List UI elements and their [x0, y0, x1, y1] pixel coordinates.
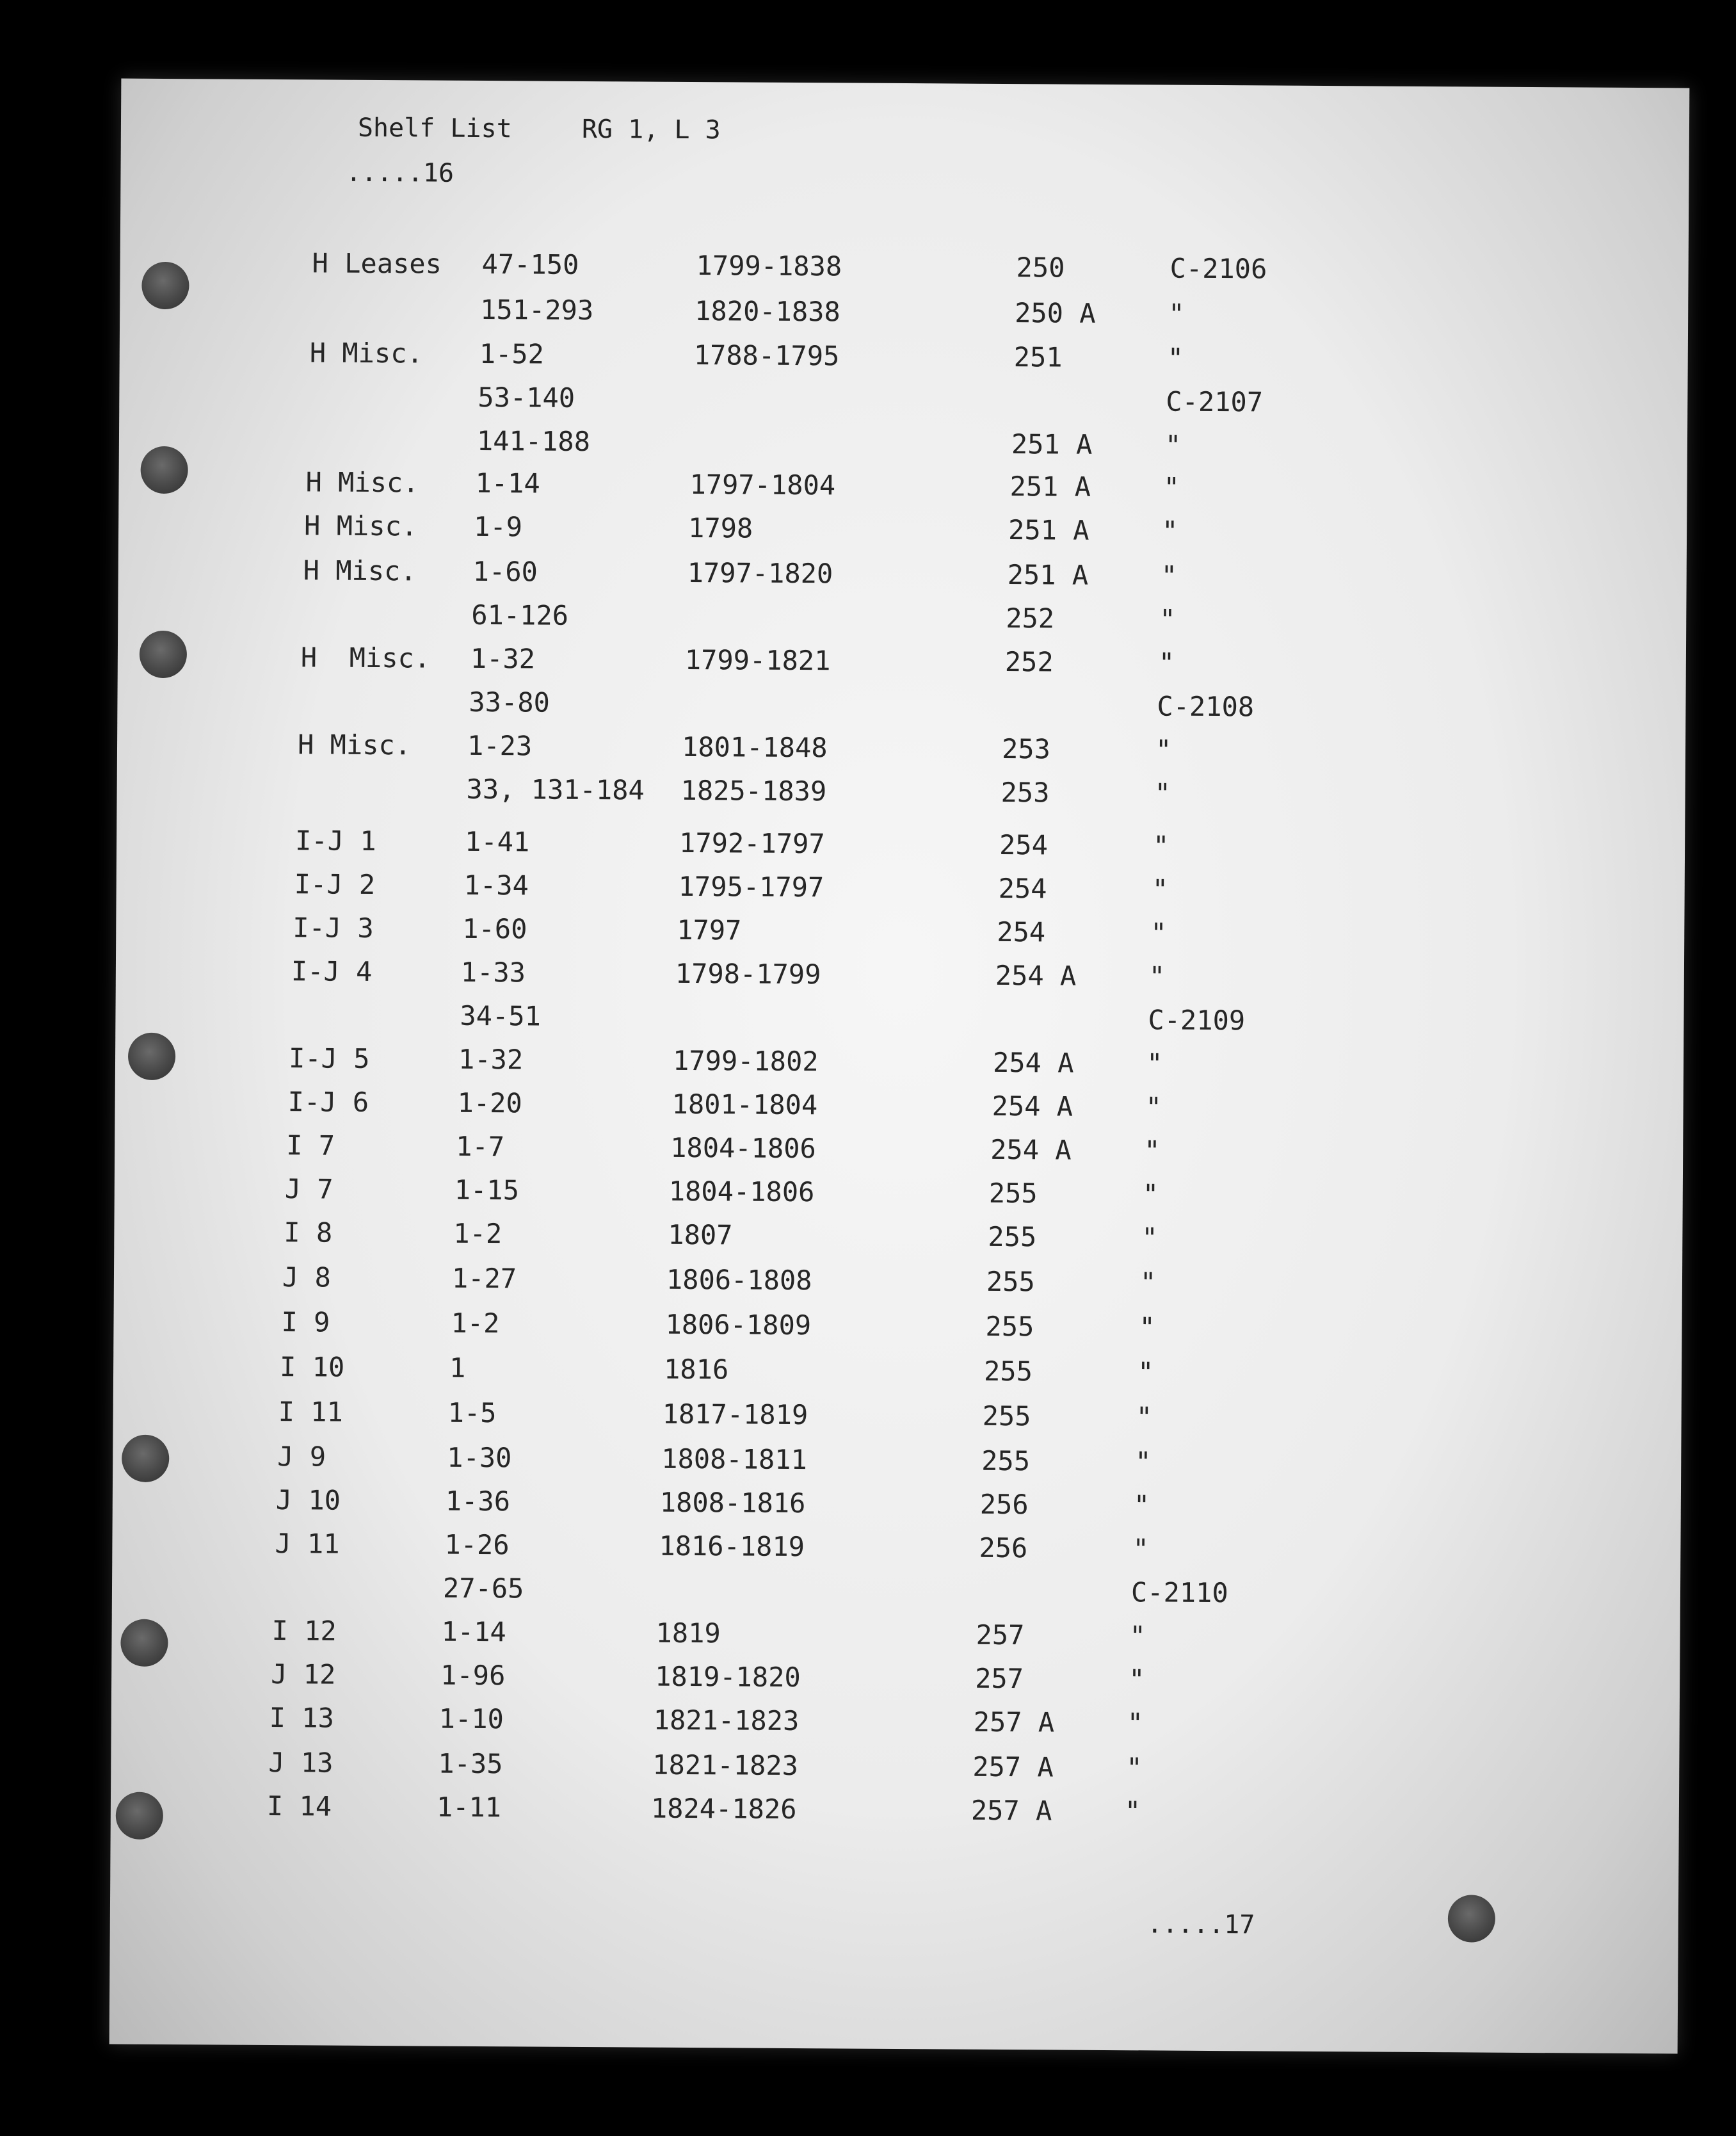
row-box: 255 [983, 1355, 1033, 1388]
table-row [117, 772, 1685, 825]
row-ref: " [1148, 960, 1166, 992]
row-ref: " [1161, 515, 1178, 547]
row-range: 1-14 [441, 1615, 506, 1648]
row-ref: " [1136, 1401, 1153, 1433]
row-range: 47-150 [481, 248, 579, 280]
row-years: 1808-1811 [661, 1443, 807, 1476]
row-ref: " [1167, 342, 1184, 374]
row-ref: " [1126, 1752, 1143, 1784]
row-box: 257 [976, 1619, 1025, 1651]
row-box: 255 [988, 1220, 1037, 1253]
row-range: 1-5 [447, 1396, 497, 1429]
row-years: 1806-1808 [666, 1263, 812, 1297]
row-ref: " [1132, 1533, 1149, 1565]
row-range: 151-293 [480, 293, 594, 327]
row-label: I-J 3 [293, 912, 374, 944]
row-years: 1816 [663, 1353, 729, 1386]
row-ref: " [1124, 1795, 1141, 1827]
row-label: J 12 [271, 1658, 336, 1690]
row-years: 1797-1820 [687, 556, 833, 590]
row-ref: " [1150, 917, 1167, 949]
row-box: 254 [997, 916, 1046, 948]
shelf-list-title: Shelf List [357, 113, 512, 144]
row-box: 255 [988, 1177, 1038, 1210]
row-years: 1797-1804 [689, 468, 836, 501]
row-years: 1792-1797 [679, 827, 825, 860]
punch-hole [1448, 1895, 1495, 1942]
row-range: 1 [449, 1352, 466, 1384]
row-label: I 11 [278, 1396, 343, 1428]
row-years: 1801-1848 [681, 731, 828, 764]
row-box: 251 A [1008, 514, 1089, 546]
continued-from: .....16 [346, 158, 454, 188]
row-years: 1820-1838 [695, 295, 840, 328]
row-ref: " [1164, 429, 1182, 461]
row-range: 53-140 [478, 381, 575, 414]
row-ref: " [1129, 1620, 1146, 1652]
row-years: 1816-1819 [659, 1530, 805, 1563]
row-range: 1-20 [457, 1087, 522, 1119]
row-range: 1-27 [451, 1262, 517, 1295]
row-years: 1795-1797 [678, 870, 824, 903]
row-range: 34-51 [460, 999, 542, 1032]
row-ref: " [1158, 647, 1175, 679]
document-page [109, 79, 1690, 2054]
row-range: 1-60 [462, 912, 527, 945]
row-ref: " [1137, 1356, 1154, 1388]
table-row [111, 1701, 1680, 1754]
row-years: 1798 [687, 512, 753, 544]
row-ref: C-2107 [1166, 385, 1264, 418]
row-years: 1824-1826 [650, 1792, 797, 1825]
row-range: 61-126 [471, 599, 569, 631]
row-years: 1821-1823 [653, 1704, 800, 1737]
row-box: 254 A [990, 1133, 1072, 1166]
row-label: I-J 4 [291, 955, 373, 987]
row-box: 256 [979, 1488, 1029, 1521]
table-row [114, 1216, 1682, 1269]
row-years: 1799-1821 [684, 643, 831, 677]
row-box: 254 [999, 829, 1049, 861]
row-box: 255 [981, 1444, 1031, 1477]
row-label: H Misc. [303, 510, 418, 542]
row-label: H Misc. [305, 466, 419, 499]
row-years: 1808-1816 [659, 1486, 806, 1519]
row-ref: " [1161, 560, 1178, 592]
row-range: 27-65 [442, 1572, 524, 1605]
row-years: 1821-1823 [652, 1749, 799, 1782]
row-label: H Misc. [297, 729, 412, 761]
row-ref: " [1142, 1178, 1159, 1210]
row-years: 1806-1809 [665, 1308, 812, 1341]
table-row [120, 247, 1688, 300]
row-ref: " [1135, 1446, 1152, 1478]
row-ref: " [1129, 1663, 1145, 1695]
row-ref: C-2106 [1169, 252, 1267, 285]
row-label: I-J 1 [294, 825, 376, 857]
row-box: 257 A [973, 1706, 1055, 1738]
row-box: 255 [982, 1400, 1031, 1432]
row-label: J 8 [282, 1261, 331, 1293]
row-years: 1817-1819 [662, 1398, 808, 1431]
row-range: 1-11 [436, 1791, 502, 1824]
row-box: 252 [1004, 645, 1054, 678]
row-range: 1-14 [475, 467, 540, 499]
row-box: 257 A [970, 1794, 1052, 1827]
row-label: I 7 [286, 1129, 335, 1161]
row-range: 1-7 [456, 1130, 505, 1163]
row-range: 1-35 [438, 1747, 503, 1780]
row-box: 257 [975, 1662, 1024, 1695]
row-ref: " [1141, 1222, 1158, 1254]
row-years: 1799-1802 [672, 1044, 819, 1078]
row-box: 251 [1013, 341, 1063, 373]
row-box: 256 [979, 1532, 1028, 1564]
row-label: I-J 5 [288, 1042, 370, 1074]
row-range: 141-188 [476, 425, 591, 458]
table-row [113, 1350, 1682, 1404]
row-range: 1-9 [473, 510, 523, 543]
row-ref: " [1154, 777, 1171, 809]
table-row [114, 1261, 1682, 1314]
row-range: 1-33 [460, 956, 526, 989]
row-box: 255 [985, 1310, 1034, 1343]
row-ref: C-2109 [1148, 1004, 1246, 1037]
row-label: I 10 [279, 1351, 345, 1383]
row-ref: " [1159, 603, 1176, 635]
row-label: J 10 [275, 1484, 341, 1516]
table-row [111, 1789, 1679, 1842]
row-range: 1-23 [467, 729, 533, 762]
row-label: J 11 [275, 1528, 340, 1560]
row-range: 1-52 [479, 337, 545, 370]
row-years: 1804-1806 [668, 1175, 815, 1208]
row-range: 1-32 [458, 1043, 524, 1076]
row-label: I-J 2 [294, 868, 376, 900]
row-box: 252 [1006, 603, 1055, 635]
row-years: 1825-1839 [680, 774, 827, 807]
row-range: 1-60 [472, 555, 538, 588]
row-box: 253 [1001, 732, 1051, 765]
row-ref: " [1127, 1707, 1144, 1739]
row-range: 1-41 [464, 825, 530, 858]
row-range: 1-26 [444, 1528, 510, 1561]
row-box: 250 [1016, 252, 1065, 284]
row-years: 1799-1838 [696, 250, 842, 282]
row-ref: " [1163, 471, 1180, 503]
row-label: H Leases [312, 247, 442, 280]
row-years: 1819-1820 [655, 1660, 801, 1694]
row-box: 257 A [972, 1751, 1054, 1783]
row-range: 1-10 [438, 1703, 504, 1735]
continued-to: .....17 [1146, 1909, 1255, 1940]
row-range: 1-96 [440, 1659, 506, 1692]
row-ref: " [1155, 734, 1172, 766]
row-years: 1798-1799 [675, 957, 821, 991]
row-box: 251 A [1011, 428, 1093, 460]
table-row [113, 1306, 1682, 1359]
row-label: I 12 [271, 1615, 337, 1647]
row-box: 250 A [1015, 297, 1096, 329]
row-box: 254 A [992, 1046, 1074, 1079]
row-ref: " [1139, 1266, 1157, 1299]
row-ref: " [1152, 873, 1169, 905]
row-ref: " [1139, 1311, 1155, 1343]
record-group: RG 1, L 3 [581, 114, 721, 145]
row-range: 1-36 [445, 1485, 511, 1517]
row-ref: " [1144, 1135, 1161, 1167]
row-label: I 9 [281, 1306, 330, 1338]
row-ref: " [1168, 298, 1185, 330]
row-ref: " [1152, 830, 1169, 862]
table-row [118, 509, 1687, 562]
row-years: 1801-1804 [671, 1088, 818, 1121]
row-range: 1-34 [463, 869, 529, 902]
row-years: 1788-1795 [693, 339, 840, 372]
row-box: 253 [1001, 776, 1050, 809]
row-box: 251 A [1007, 559, 1089, 591]
table-row [113, 1395, 1681, 1448]
row-box: 255 [986, 1265, 1035, 1298]
row-label: H Misc. [300, 642, 431, 674]
row-label: H Misc. [303, 554, 417, 587]
row-box: 254 A [992, 1090, 1073, 1122]
row-label: J 13 [268, 1746, 334, 1779]
row-box: 254 [998, 872, 1047, 905]
row-range: 1-2 [453, 1217, 502, 1250]
row-label: I-J 6 [287, 1086, 369, 1118]
row-ref: C-2110 [1130, 1576, 1228, 1609]
row-label: J 7 [284, 1173, 334, 1205]
row-range: 1-32 [470, 642, 536, 675]
row-range: 1-2 [451, 1307, 500, 1339]
row-box: 251 A [1009, 471, 1091, 503]
row-range: 33-80 [469, 686, 551, 718]
row-ref: " [1145, 1091, 1162, 1123]
row-years: 1819 [655, 1617, 721, 1649]
row-label: J 9 [277, 1441, 326, 1473]
row-box: 254 A [995, 959, 1077, 992]
row-ref: " [1133, 1489, 1150, 1521]
row-label: I 14 [266, 1790, 332, 1822]
row-label: I 13 [269, 1702, 335, 1734]
row-years: 1804-1806 [670, 1131, 816, 1165]
row-years: 1797 [677, 914, 742, 946]
row-ref: " [1146, 1048, 1163, 1080]
row-years: 1807 [668, 1218, 733, 1251]
row-range: 1-15 [454, 1174, 520, 1206]
row-ref: C-2108 [1157, 690, 1255, 723]
row-range: 33, 131-184 [466, 773, 645, 806]
row-label: I 8 [284, 1217, 333, 1249]
row-label: H Misc. [309, 337, 423, 369]
row-range: 1-30 [447, 1441, 512, 1474]
